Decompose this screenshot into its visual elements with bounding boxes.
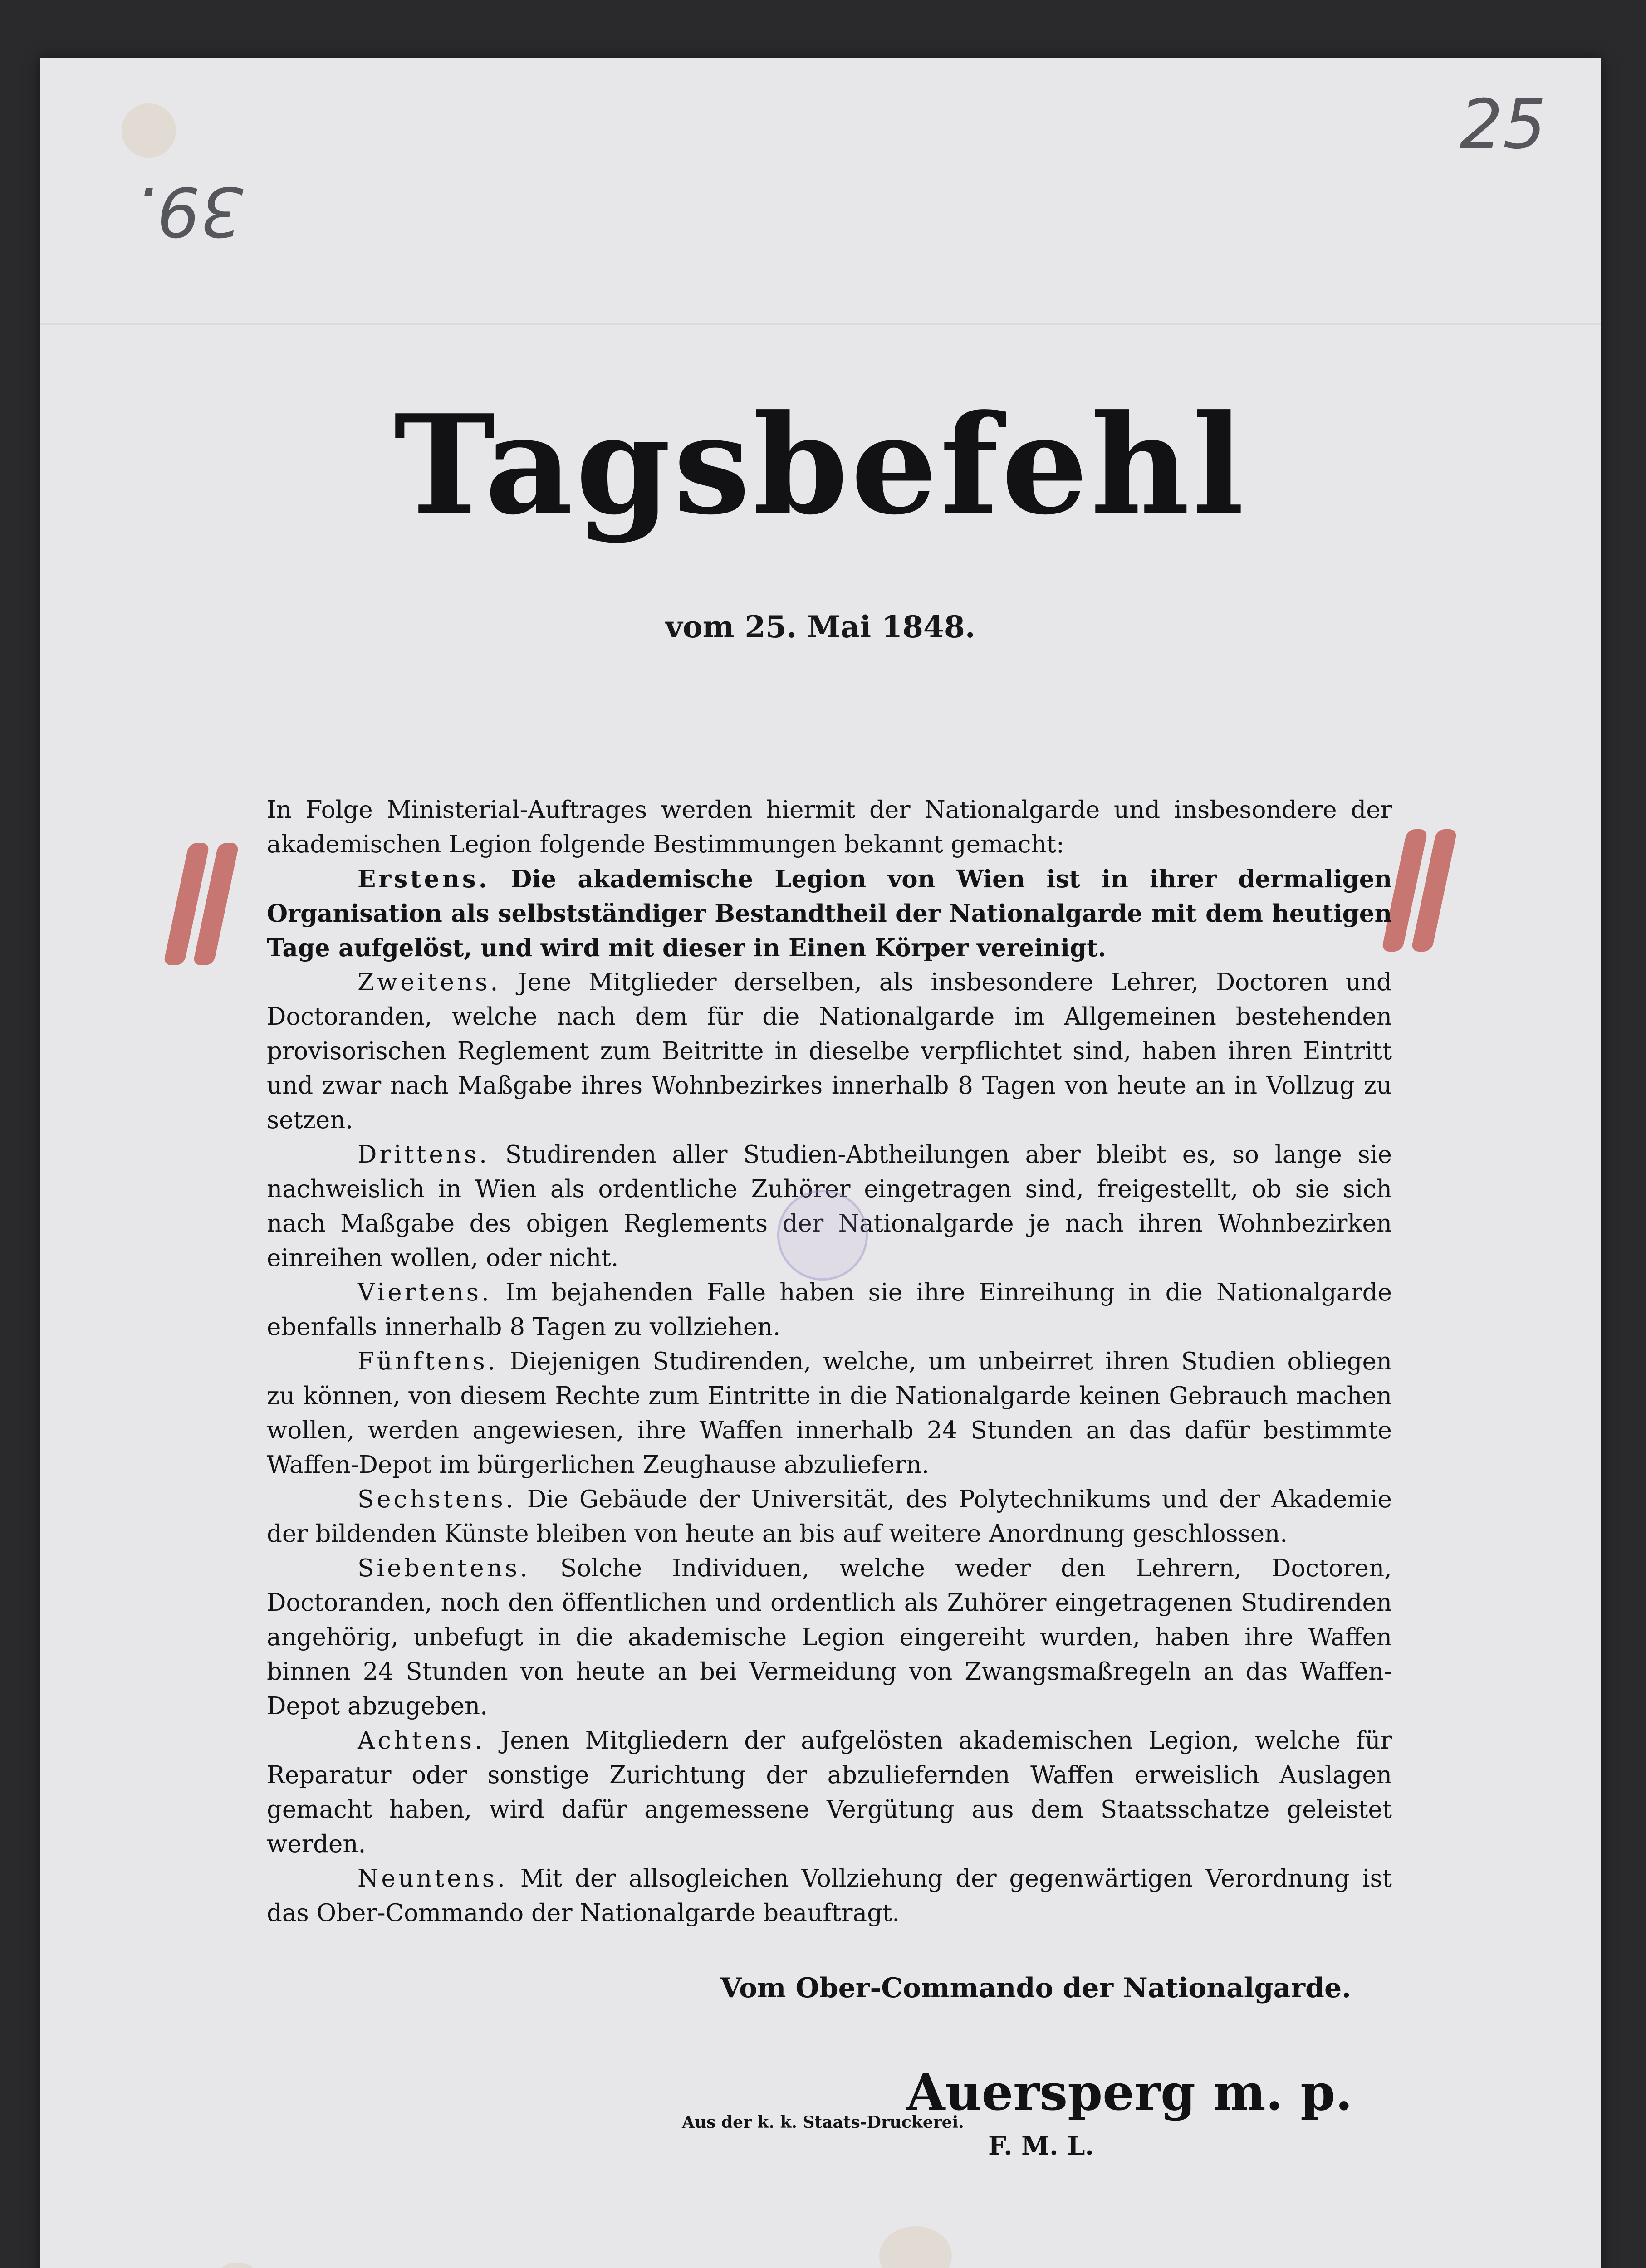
paragraph-8: Achtens. Jenen Mitgliedern der aufgelösten akademischen Legion, welche für Reparatur oder sonstige Zurichtung der abzuliefernden Waffen erweislich Auslagen gemacht haben, wird dafür angemessene Vergütung aus dem Staatsschatze geleistet werden. — [267, 1727, 1392, 1858]
paragraph-3: Drittens. Studirenden aller Studien-Abtheilungen aber bleibt es, so lange sie nachweislich in Wien als ordentliche Zuhörer eingetragen sind, freigestellt, ob sie sich nach Maßgabe des obigen Reglements der Nationalgarde je nach ihren Wohnbezirken einreihen wollen, oder nicht. — [267, 1141, 1392, 1272]
intro-paragraph: In Folge Ministerial-Auftrages werden hiermit der Nationalgarde und insbesondere der akademischen Legion folgende Bestimmungen bekannt gemacht: — [267, 796, 1392, 858]
paper-fold — [40, 323, 1601, 325]
paper-stain — [122, 103, 176, 158]
document-sheet — [40, 58, 1601, 2268]
faded-stamp — [777, 1190, 868, 1281]
paper-stain — [212, 2263, 262, 2268]
document-date: vom 25. Mai 1848. — [665, 609, 975, 645]
paragraph-5: Fünftens. Diejenigen Studirenden, welche, um unbeirret ihren Studien obliegen zu können, von diesem Rechte zum Eintritte in die Nationalgarde keinen Gebrauch machen wollen, werden angewiesen, ihre Waffen innerhalb 24 Stunden an das dafür bestimmte Waffen-Depot im bürgerlichen Zeughause abzuliefern. — [267, 1348, 1392, 1479]
signature-rank: F. M. L. — [988, 2131, 1094, 2161]
paragraph-7: Siebentens. Solche Individuen, welche weder den Lehrern, Doctoren, Doctoranden, noch den öffentlichen und ordentlich als Zuhörer eingetragenen Studirenden angehörig, unbefugt in die akademische Legion eingereiht wurden, haben ihre Waffen binnen 24 Stunden von heute an bei Vermeidung von Zwangsmaßregeln an das Waffen-Depot abzugeben. — [267, 1554, 1392, 1720]
paragraph-9: Neuntens. Mit der allsogleichen Vollziehung der gegenwärtigen Verordnung ist das Ober-Commando der Nationalgarde beauftragt. — [267, 1865, 1392, 1927]
paragraph-4: Viertens. Im bejahenden Falle haben sie ihre Einreihung in die Nationalgarde ebenfalls innerhalb 8 Tagen zu vollziehen. — [267, 1279, 1392, 1341]
document-title: Tagsbefehl — [393, 385, 1247, 545]
handwritten-number-left: 39. — [135, 171, 244, 250]
paper-stain — [879, 2226, 952, 2268]
paragraph-2: Zweitens. Jene Mitglieder derselben, als insbesondere Lehrer, Doctoren und Doctoranden, welche nach dem für die Nationalgarde im Allgemeinen bestehenden provisorischen Reglement zum Beitritte in dieselbe verpflichtet sind, haben ihren Eintritt und zwar nach Maßgabe ihres Wohnbezirkes innerhalb 8 Tagen von heute an in Vollzug zu setzen. — [267, 968, 1392, 1134]
closing-line: Vom Ober-Commando der Nationalgarde. — [720, 1972, 1351, 2004]
signature-name: Auersperg m. p. — [906, 2063, 1353, 2121]
document-body — [267, 793, 1392, 1931]
paragraph-1: Erstens. Die akademische Legion von Wien ist in ihrer dermaligen Organisation als selbstständiger Bestandtheil der Nationalgarde mit dem heutigen Tage aufgelöst, und wird mit dieser in Einen Körper vereinigt. — [267, 865, 1392, 962]
handwritten-number-right: 25 — [1460, 85, 1546, 164]
paragraph-6: Sechstens. Die Gebäude der Universität, des Polytechnikums und der Akademie der bildenden Künste bleiben von heute an bis auf weitere Anordnung geschlossen. — [267, 1486, 1392, 1548]
printer-imprint: Aus der k. k. Staats-Druckerei. — [682, 2113, 964, 2132]
